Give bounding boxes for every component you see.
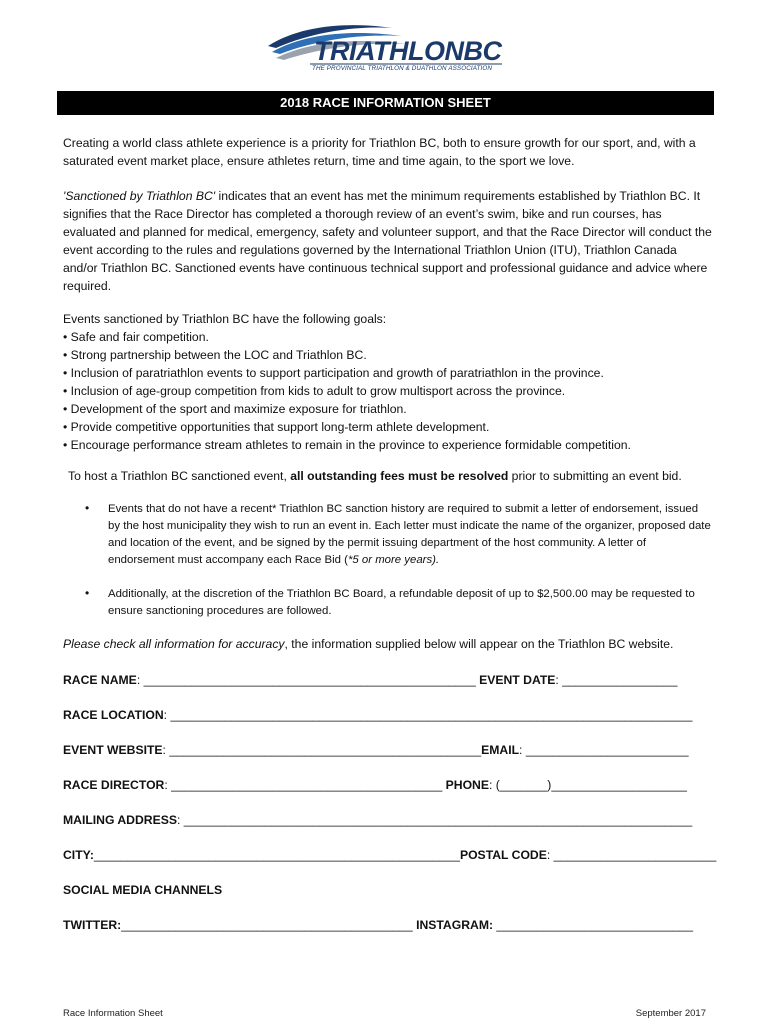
city-row: CITY:______________________________________________________POSTAL CODE: ________________________ [63,848,717,862]
instagram-field[interactable]: _____________________________ [496,918,693,932]
sanctioned-text: indicates that an event has met the minimum requirements established by Triathlon BC. It signifies that the Race Director has completed a thorough review of an event’s swim, bike and run courses, has evaluated and planned for medical, emergency, safety and volunteer support, and that the Race Director will conduct the event according to the rules and regulations governed by the International Triathlon Union (ITU), Triathlon Canada and/or Triathlon BC. Sanctioned events have continuous technical support and professional guidance and advice where required. [63,189,712,293]
race-location-label: RACE LOCATION [63,708,164,722]
host-post: prior to submitting an event bid. [508,469,682,483]
mailing-address-label: MAILING ADDRESS [63,813,177,827]
page-title: 2018 RACE INFORMATION SHEET [57,91,714,115]
phone-field[interactable]: (_______)____________________ [495,778,687,792]
logo-wordmark: TRIATHLONBC [314,36,502,66]
host-requirement [68,467,718,485]
footer-right: September 2017 [635,1008,706,1019]
mailing-address-field[interactable]: ___________________________________________________________________________ [183,813,693,827]
goals-section [63,310,713,454]
goal-item: • Encourage performance stream athletes to remain in the province to experience formidable competition. [63,436,713,454]
goal-item: • Inclusion of age-group competition from kids to adult to grow multisport across the province. [63,382,713,400]
footer-left: Race Information Sheet [63,1008,163,1019]
goal-item: • Development of the sport and maximize exposure for triathlon. [63,400,713,418]
goals-heading: Events sanctioned by Triathlon BC have the following goals: [63,312,387,326]
accuracy-italic: Please check all information for accuracy [63,637,285,651]
triathlon-bc-logo [262,18,512,76]
intro-text: Creating a world class athlete experience is a priority for Triathlon BC, both to ensure growth for our sport, and, with a saturated event market place, ensure athletes return, time and time again, to the sport we love. [63,136,696,168]
city-label: CITY: [63,848,94,862]
race-director-row: RACE DIRECTOR: ________________________________________ PHONE: (_______)____________________ [63,778,687,792]
host-pre: To host a Triathlon BC sanctioned event, [68,469,291,483]
deposit-bullet [108,586,713,620]
event-date-field[interactable]: _________________ [562,673,678,687]
goals-list [63,328,713,454]
race-location-row: RACE LOCATION: _____________________________________________________________________________ [63,708,693,722]
goal-item: • Provide competitive opportunities that support long-term athlete development. [63,418,713,436]
instagram-label: INSTAGRAM: [412,918,497,932]
race-name-field[interactable]: _________________________________________________ [143,673,476,687]
race-director-label: RACE DIRECTOR [63,778,165,792]
bullet-dot-icon: • [85,501,90,515]
postal-code-label: POSTAL CODE [459,848,547,862]
endorsement-bullet [108,501,713,569]
phone-label: PHONE [442,778,489,792]
email-label: EMAIL [481,743,520,757]
city-field[interactable]: ______________________________________________________ [93,848,460,862]
endorsement-italic: *5 or more years). [347,554,440,566]
sanctioned-paragraph [63,187,713,295]
race-director-field[interactable]: ________________________________________ [171,778,443,792]
email-field[interactable]: ________________________ [525,743,689,757]
race-name-row: RACE NAME: _________________________________________________ EVENT DATE: _________________ [63,673,678,687]
host-bold: all outstanding fees must be resolved [290,469,509,483]
goal-item: • Safe and fair competition. [63,328,713,346]
goal-item: • Strong partnership between the LOC and Triathlon BC. [63,346,713,364]
deposit-text: Additionally, at the discretion of the Triathlon BC Board, a refundable deposit of up to $2,500.00 may be requested to ensure sanctioning procedures are followed. [108,588,695,617]
race-name-label: RACE NAME [63,673,137,687]
event-website-field[interactable]: ______________________________________________ [169,743,482,757]
accuracy-rest: , the information supplied below will appear on the Triathlon BC website. [284,637,674,651]
logo-tagline: THE PROVINCIAL TRIATHLON & DUATHLON ASSOCIATION [312,65,492,72]
race-location-field[interactable]: _____________________________________________________________________________ [170,708,693,722]
event-website-row: EVENT WEBSITE: ______________________________________________EMAIL: ________________________ [63,743,689,757]
social-media-row [63,916,713,934]
goal-item: • Inclusion of paratriathlon events to support participation and growth of paratriathlon in the province. [63,364,713,382]
accuracy-note [63,635,713,653]
social-media-heading: SOCIAL MEDIA CHANNELS [63,883,223,897]
twitter-field[interactable]: ___________________________________________ [121,918,413,932]
endorsement-text: Events that do not have a recent* Triathlon BC sanction history are required to submit a letter of endorsement, issued by the host municipality they wish to run an event in. Each letter must indicate the name of the organizer, proposed date and location of the event, and be signed by the permit issuing department of the host community. A letter of endorsement must accompany each Race Bid ( [108,503,711,566]
event-website-label: EVENT WEBSITE [63,743,163,757]
sanctioned-quote: 'Sanctioned by Triathlon BC' [63,189,216,203]
mailing-address-row: MAILING ADDRESS: ___________________________________________________________________________ [63,813,693,827]
intro-paragraph [63,134,713,170]
postal-code-field[interactable]: ________________________ [553,848,717,862]
event-date-label: EVENT DATE [475,673,556,687]
twitter-label: TWITTER: [63,918,122,932]
bullet-dot-icon: • [85,586,90,600]
